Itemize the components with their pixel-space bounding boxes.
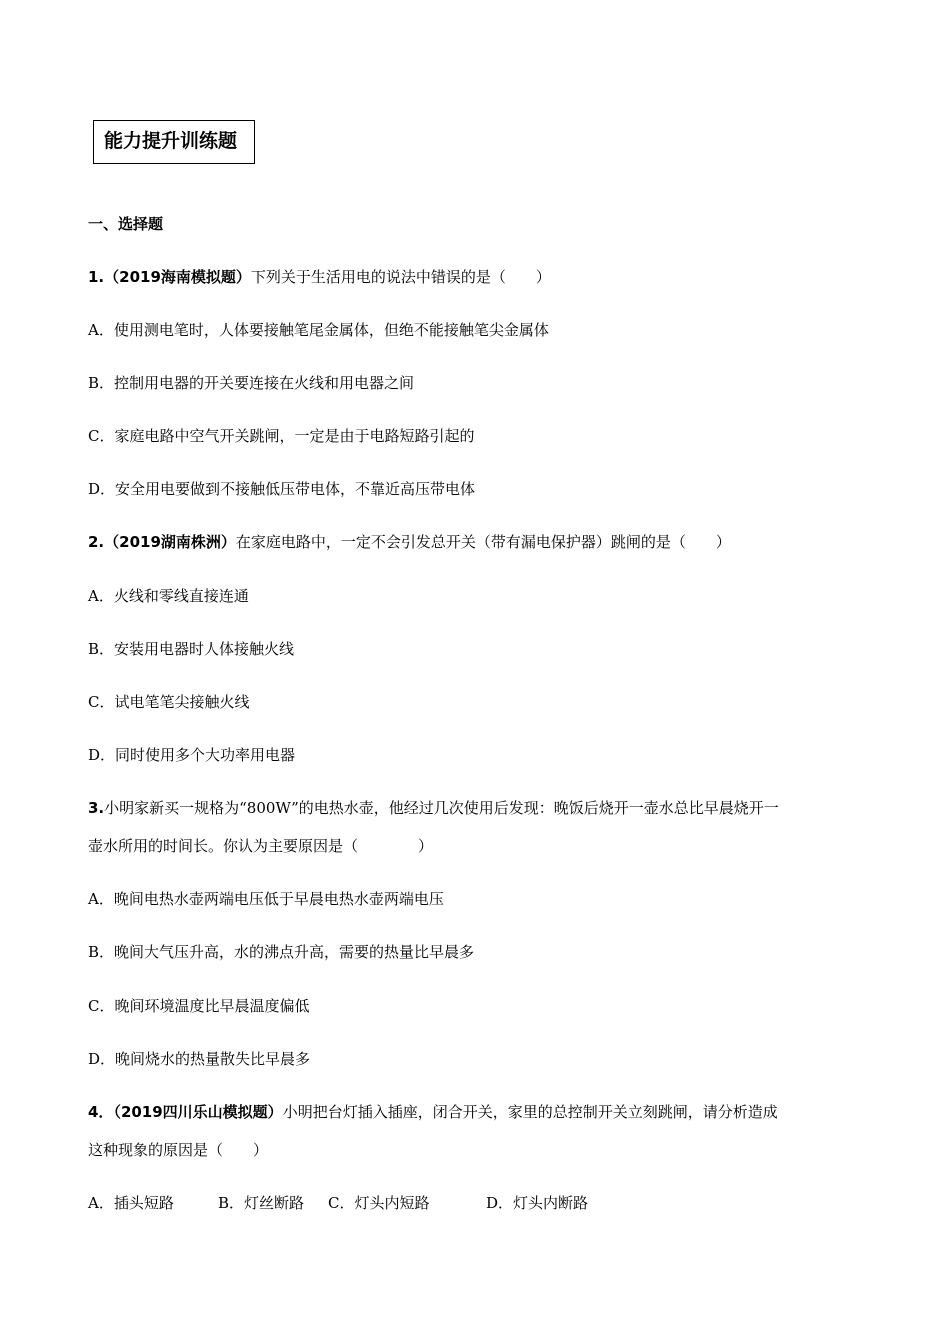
question-3-stem-line2: 壶水所用的时间长。你认为主要原因是（ ） <box>88 837 434 855</box>
question-1-option-d: D．安全用电要做到不接触低压带电体，不靠近高压带电体 <box>88 480 476 498</box>
question-4-options <box>88 1193 588 1213</box>
question-2-option-a: A．火线和零线直接连通 <box>88 587 249 605</box>
question-2-number: 2. <box>88 533 105 551</box>
question-2-source: （2019湖南株洲） <box>104 533 236 551</box>
question-2-stem <box>88 532 731 552</box>
question-3-number: 3. <box>88 799 105 817</box>
question-3-option-c: C．晚间环境温度比早晨温度偏低 <box>88 997 310 1015</box>
question-3-option-b: B．晚间大气压升高，水的沸点升高，需要的热量比早晨多 <box>88 943 475 961</box>
section-heading: 一、选择题 <box>88 215 164 233</box>
question-1-option-c: C．家庭电路中空气开关跳闸，一定是由于电路短路引起的 <box>88 427 475 445</box>
question-2-text: 在家庭电路中，一定不会引发总开关（带有漏电保护器）跳闸的是（ ） <box>235 533 731 551</box>
question-3-option-a: A．晚间电热水壶两端电压低于早晨电热水壶两端电压 <box>88 890 444 908</box>
question-4-stem-line2: 这种现象的原因是（ ） <box>88 1141 269 1159</box>
question-1-text: 下列关于生活用电的说法中错误的是（ ） <box>250 268 551 286</box>
question-1-stem <box>88 267 551 287</box>
question-2-option-c: C．试电笔笔尖接触火线 <box>88 693 250 711</box>
question-4-option-b: B．灯丝断路 <box>218 1194 305 1212</box>
question-4-option-a: A．插头短路 <box>88 1194 174 1212</box>
question-2-option-b: B．安装用电器时人体接触火线 <box>88 640 295 658</box>
question-1-number: 1. <box>88 268 105 286</box>
question-3-text-line1: 小明家新买一规格为“800W”的电热水壶，他经过几次使用后发现：晚饭后烧开一壶水总比早晨烧开一 <box>104 799 779 817</box>
question-4-option-c: C．灯头内短路 <box>328 1194 430 1212</box>
question-4-option-d: D．灯头内断路 <box>486 1194 589 1212</box>
question-3-stem-line1 <box>88 798 779 818</box>
question-4-number: 4． <box>88 1103 114 1121</box>
question-1-option-a: A．使用测电笔时，人体要接触笔尾金属体，但绝不能接触笔尖金属体 <box>88 321 549 339</box>
question-1-option-b: B．控制用电器的开关要连接在火线和用电器之间 <box>88 374 415 392</box>
question-1-source: （2019海南模拟题） <box>104 268 251 286</box>
title-box <box>93 120 255 164</box>
question-4-source: （2019四川乐山模拟题） <box>113 1103 283 1121</box>
page-title: 能力提升训练题 <box>104 130 238 152</box>
question-4-text-line1: 小明把台灯插入插座，闭合开关，家里的总控制开关立刻跳闸，请分析造成 <box>282 1103 778 1121</box>
question-2-option-d: D．同时使用多个大功率用电器 <box>88 746 296 764</box>
question-4-stem-line1 <box>88 1102 778 1122</box>
question-3-option-d: D．晚间烧水的热量散失比早晨多 <box>88 1050 311 1068</box>
